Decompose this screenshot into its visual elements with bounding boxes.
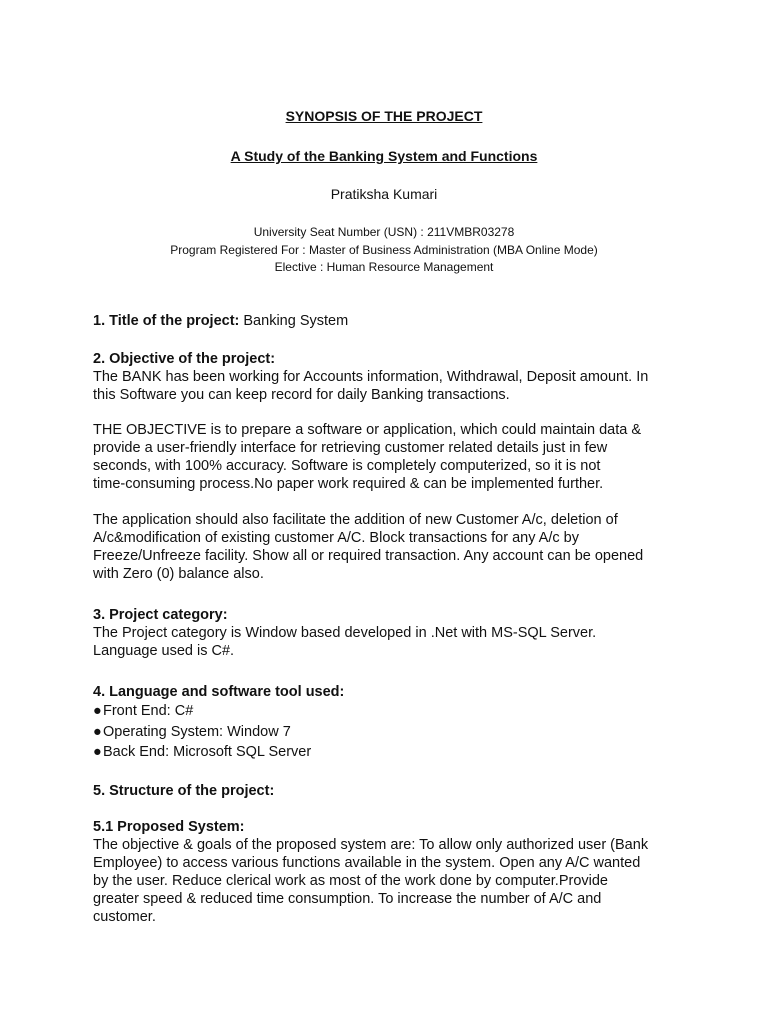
text-line: THE OBJECTIVE is to prepare a software or application, which could maintain data & <box>93 422 642 438</box>
text-line: The objective & goals of the proposed system are: To allow only authorized user (Bank <box>93 837 649 853</box>
bullet-icon: ● <box>93 703 102 719</box>
bullet-icon: ● <box>93 744 102 760</box>
project-title-value: Banking System <box>239 313 349 329</box>
objective-paragraph-3 <box>93 511 693 583</box>
section-heading: 3. Project category: <box>93 607 228 623</box>
text-line: provide a user-friendly interface for retrieving customer related details just in few <box>93 440 608 456</box>
section-heading: 2. Objective of the project: <box>93 351 276 367</box>
list-item: ●Operating System: Window 7 <box>93 722 693 743</box>
text-line: The Project category is Window based developed in .Net with MS-SQL Server. <box>93 625 597 641</box>
program-line: Program Registered For : Master of Business Administration (MBA Online Mode) <box>170 242 598 257</box>
section-project-category <box>93 606 693 660</box>
section-heading: 1. Title of the project: <box>93 313 240 329</box>
text-line: The BANK has been working for Accounts information, Withdrawal, Deposit amount. In <box>93 369 649 385</box>
section-objective <box>93 350 693 404</box>
section-title-of-project <box>93 312 693 330</box>
section-structure <box>93 782 693 800</box>
text-line: with Zero (0) balance also. <box>93 566 264 582</box>
bullet-icon: ● <box>93 723 102 740</box>
text-line: A/c&modification of existing customer A/C. Block transactions for any A/c by <box>93 530 579 546</box>
elective-line: Elective : Human Resource Management <box>274 260 494 274</box>
text-line: Employee) to access various functions available in the system. Open any A/C wanted <box>93 855 641 871</box>
text-line: time-consuming process.No paper work required & can be implemented further. <box>93 476 604 492</box>
text-line: The application should also facilitate the addition of new Customer A/c, deletion of <box>93 512 618 528</box>
author-name: Pratiksha Kumari <box>330 186 438 202</box>
list-item: ●Back End: Microsoft SQL Server <box>93 742 693 763</box>
text-line: customer. <box>93 909 156 925</box>
text-line: seconds, with 100% accuracy. Software is completely computerized, so it is not <box>93 458 601 474</box>
list-item: ●Front End: C# <box>93 701 693 722</box>
text-line: Freeze/Unfreeze facility. Show all or required transaction. Any account can be opened <box>93 548 644 564</box>
section-language-tools <box>93 683 693 763</box>
student-details <box>0 224 768 277</box>
text-line: Language used is C#. <box>93 643 235 659</box>
section-heading: 4. Language and software tool used: <box>93 684 345 700</box>
text-line: this Software you can keep record for daily Banking transactions. <box>93 387 510 403</box>
section-proposed-system <box>93 818 693 926</box>
synopsis-title: SYNOPSIS OF THE PROJECT <box>285 108 483 124</box>
sub-heading: 5.1 Proposed System: <box>93 819 245 835</box>
text-line: by the user. Reduce clerical work as most of the work done by computer.Provide <box>93 873 608 889</box>
objective-paragraph-2 <box>93 421 693 493</box>
study-title: A Study of the Banking System and Functions <box>230 148 538 164</box>
text-line: greater speed & reduced time consumption. To increase the number of A/C and <box>93 891 602 907</box>
section-heading: 5. Structure of the project: <box>93 783 275 799</box>
usn-line: University Seat Number (USN) : 211VMBR03278 <box>253 225 515 239</box>
tools-list <box>93 701 693 763</box>
